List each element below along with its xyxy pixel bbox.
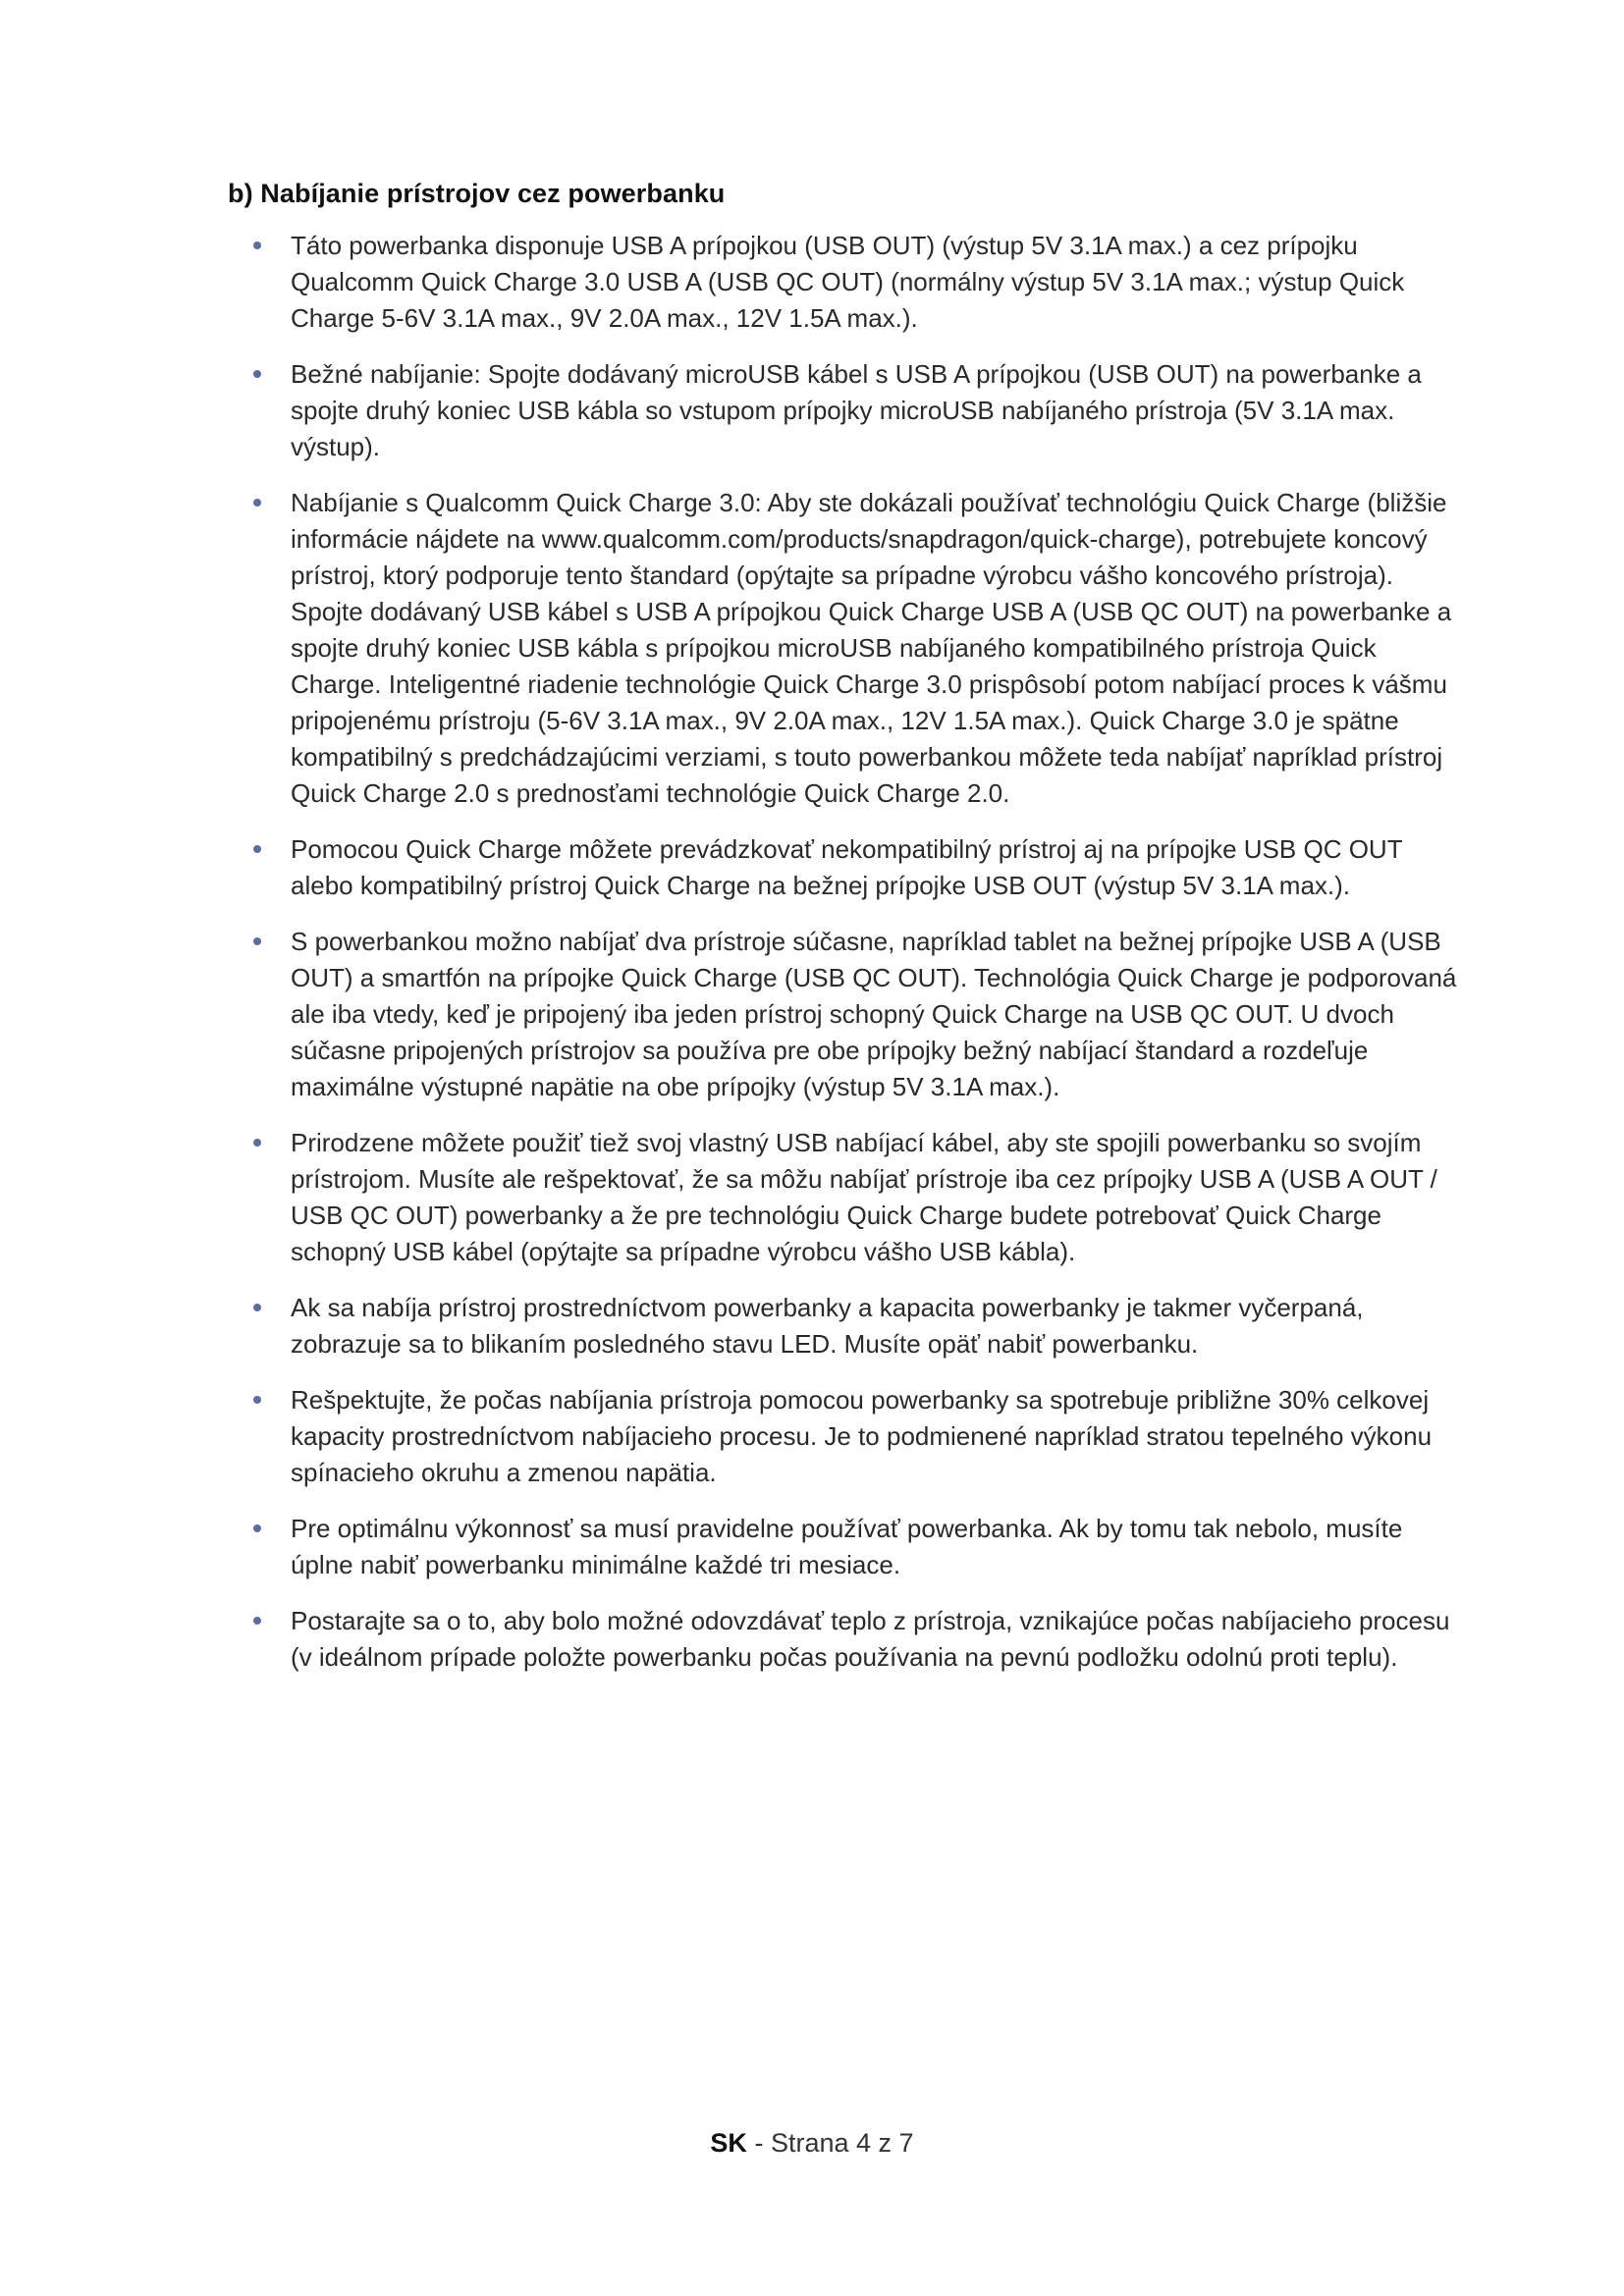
footer-page-number: Strana 4 z 7 (770, 2128, 914, 2158)
bullet-icon (253, 1396, 261, 1404)
bullet-icon (253, 241, 261, 249)
list-item (253, 1290, 1463, 1362)
list-item-text: Rešpektujte, že počas nabíjania prístroja pomocou powerbanky sa spotrebuje približne 30% celkovej kapacity prostredníctvom nabíjacieho procesu. Je to podmienené napríklad stratou tepelného výkonu spínacieho okruhu a zmenou napätia. (291, 1385, 1433, 1487)
footer-language-code: SK (710, 2128, 747, 2158)
section-heading: b) Nabíjanie prístrojov cez powerbanku (228, 179, 726, 208)
list-item (253, 1603, 1463, 1676)
list-item-text: Prirodzene môžete použiť tiež svoj vlastný USB nabíjací kábel, aby ste spojili powerbanku so svojím prístrojom. Musíte ale rešpektovať, že sa môžu nabíjať prístroje iba cez prípojky USB A (USB A OUT / USB QC OUT) powerbanky a že pre technológiu Quick Charge budete potrebovať Quick Charge schopný USB kábel (opýtajte sa prípadne výrobcu vášho USB kábla). (291, 1128, 1437, 1266)
list-item (253, 228, 1463, 337)
bullet-icon (253, 1617, 261, 1625)
bullet-icon (253, 845, 261, 853)
bullet-icon (253, 370, 261, 378)
list-item (253, 485, 1463, 812)
footer-separator: - (754, 2128, 764, 2158)
list-item-text: Postarajte sa o to, aby bolo možné odovzdávať teplo z prístroja, vznikajúce počas nabíjacieho procesu (v ideálnom prípade položte powerbanku počas používania na pevnú podložku odolnú proti teplu). (291, 1606, 1450, 1672)
list-item-text: Pomocou Quick Charge môžete prevádzkovať nekompatibilný prístroj aj na prípojke USB QC OUT alebo kompatibilný prístroj Quick Charge na bežnej prípojke USB OUT (výstup 5V 3.1A max.). (291, 834, 1403, 900)
list-item (253, 1125, 1463, 1270)
list-item-text: Nabíjanie s Qualcomm Quick Charge 3.0: Aby ste dokázali používať technológiu Quick Charge (bližšie informácie nájdete na www.qualcomm.com/products/snapdragon/quick-charge), potrebujete koncový prístroj, ktorý podporuje tento štandard (opýtajte sa prípadne výrobcu vášho koncového prístroja). Spojte dodávaný USB kábel s USB A prípojkou Quick Charge USB A (USB QC OUT) na powerbanke a spojte druhý koniec USB kábla s prípojkou microUSB nabíjaného kompatibilného prístroja Quick Charge. Inteligentné riadenie technológie Quick Charge 3.0 prispôsobí potom nabíjací proces k vášmu pripojenému prístroju (5-6V 3.1A max., 9V 2.0A max., 12V 1.5A max.). Quick Charge 3.0 je spätne kompatibilný s predchádzajúcimi verziami, s touto powerbankou môžete teda nabíjať napríklad prístroj Quick Charge 2.0 s prednosťami technológie Quick Charge 2.0. (291, 488, 1452, 808)
page-footer (0, 2128, 1624, 2159)
bullet-icon (253, 1139, 261, 1147)
list-item-text: S powerbankou možno nabíjať dva prístroje súčasne, napríklad tablet na bežnej prípojke USB A (USB OUT) a smartfón na prípojke Quick Charge (USB QC OUT). Technológia Quick Charge je podporovaná ale iba vtedy, keď je pripojený iba jeden prístroj schopný Quick Charge na USB QC OUT. U dvoch súčasne pripojených prístrojov sa používa pre obe prípojky bežný nabíjací štandard a rozdeľuje maximálne výstupné napätie na obe prípojky (výstup 5V 3.1A max.). (291, 927, 1457, 1101)
list-item (253, 831, 1463, 904)
bullet-icon (253, 499, 261, 507)
list-item (253, 1382, 1463, 1491)
list-item-text: Ak sa nabíja prístroj prostredníctvom powerbanky a kapacita powerbanky je takmer vyčerpaná, zobrazuje sa to blikaním posledného stavu LED. Musíte opäť nabiť powerbanku. (291, 1293, 1364, 1359)
bullet-list (253, 228, 1463, 1695)
list-item-text: Pre optimálnu výkonnosť sa musí pravidelne používať powerbanka. Ak by tomu tak nebolo, musíte úplne nabiť powerbanku minimálne každé tri mesiace. (291, 1514, 1403, 1579)
list-item (253, 356, 1463, 465)
bullet-icon (253, 1524, 261, 1532)
list-item-text: Bežné nabíjanie: Spojte dodávaný microUSB kábel s USB A prípojkou (USB OUT) na powerbanke a spojte druhý koniec USB kábla so vstupom prípojky microUSB nabíjaného prístroja (5V 3.1A max. výstup). (291, 359, 1422, 461)
bullet-icon (253, 937, 261, 945)
list-item (253, 924, 1463, 1105)
list-item (253, 1511, 1463, 1583)
bullet-icon (253, 1304, 261, 1311)
list-item-text: Táto powerbanka disponuje USB A prípojkou (USB OUT) (výstup 5V 3.1A max.) a cez prípojku Qualcomm Quick Charge 3.0 USB A (USB QC OUT) (normálny výstup 5V 3.1A max.; výstup Quick Charge 5-6V 3.1A max., 9V 2.0A max., 12V 1.5A max.). (291, 231, 1405, 333)
